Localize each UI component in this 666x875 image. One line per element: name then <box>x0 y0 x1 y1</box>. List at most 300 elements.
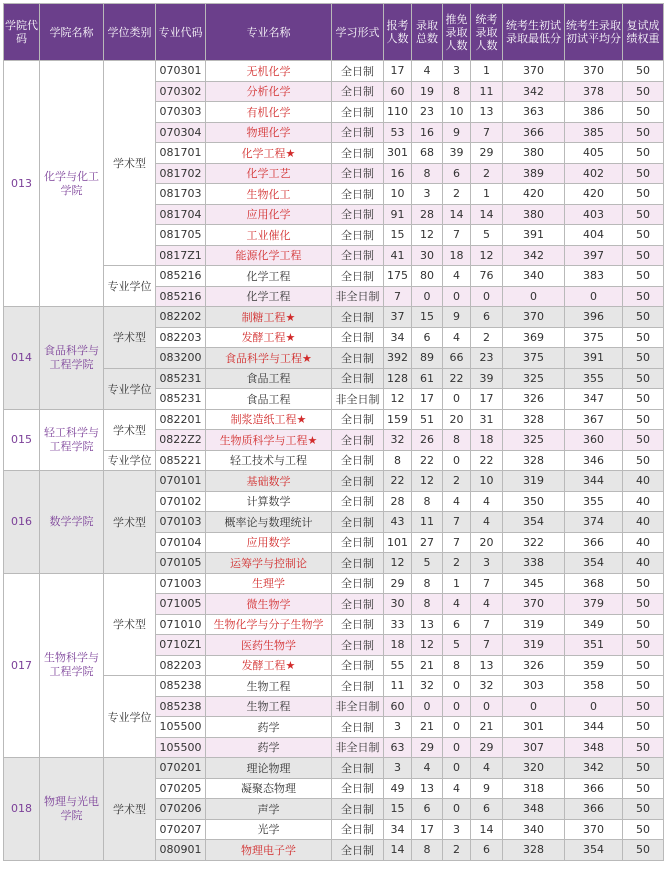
table-body <box>4 61 664 861</box>
avg-score: 368 <box>565 573 623 594</box>
study-form: 全日制 <box>332 163 384 184</box>
avg-score: 0 <box>565 286 623 307</box>
exam-admitted: 3 <box>471 553 503 574</box>
major-code: 070103 <box>156 512 206 533</box>
major-code: 070206 <box>156 799 206 820</box>
major-code: 070101 <box>156 471 206 492</box>
degree-type: 学术型 <box>104 471 156 574</box>
retest-weight: 50 <box>623 225 664 246</box>
min-score: 366 <box>503 122 565 143</box>
college-code: 016 <box>4 471 40 574</box>
exempt-admitted: 0 <box>443 286 471 307</box>
retest-weight: 50 <box>623 696 664 717</box>
exam-admitted: 21 <box>471 717 503 738</box>
applicants: 101 <box>384 532 412 553</box>
major-code: 070201 <box>156 758 206 779</box>
min-score: 319 <box>503 614 565 635</box>
header-admitted-total: 录取总数 <box>412 4 443 61</box>
admitted-total: 21 <box>412 717 443 738</box>
avg-score: 420 <box>565 184 623 205</box>
applicants: 91 <box>384 204 412 225</box>
admitted-total: 12 <box>412 635 443 656</box>
retest-weight: 50 <box>623 327 664 348</box>
applicants: 34 <box>384 819 412 840</box>
admitted-total: 68 <box>412 143 443 164</box>
study-form: 全日制 <box>332 553 384 574</box>
applicants: 49 <box>384 778 412 799</box>
study-form: 全日制 <box>332 143 384 164</box>
study-form: 全日制 <box>332 307 384 328</box>
avg-score: 403 <box>565 204 623 225</box>
min-score: 350 <box>503 491 565 512</box>
study-form: 全日制 <box>332 573 384 594</box>
avg-score: 404 <box>565 225 623 246</box>
study-form: 全日制 <box>332 471 384 492</box>
exam-admitted: 29 <box>471 143 503 164</box>
study-form: 全日制 <box>332 532 384 553</box>
admitted-total: 32 <box>412 676 443 697</box>
avg-score: 391 <box>565 348 623 369</box>
study-form: 非全日制 <box>332 389 384 410</box>
retest-weight: 50 <box>623 655 664 676</box>
avg-score: 379 <box>565 594 623 615</box>
study-form: 全日制 <box>332 512 384 533</box>
major-code: 085231 <box>156 389 206 410</box>
college-name: 数学学院 <box>40 471 104 574</box>
retest-weight: 50 <box>623 389 664 410</box>
exempt-admitted: 0 <box>443 450 471 471</box>
major-code: 085216 <box>156 266 206 287</box>
major-name: 药学 <box>206 737 332 758</box>
admitted-total: 8 <box>412 594 443 615</box>
avg-score: 397 <box>565 245 623 266</box>
exempt-admitted: 3 <box>443 61 471 82</box>
admitted-total: 4 <box>412 758 443 779</box>
admitted-total: 12 <box>412 225 443 246</box>
major-code: 085238 <box>156 696 206 717</box>
study-form: 全日制 <box>332 676 384 697</box>
major-code: 070105 <box>156 553 206 574</box>
retest-weight: 40 <box>623 553 664 574</box>
admitted-total: 8 <box>412 573 443 594</box>
exam-admitted: 14 <box>471 819 503 840</box>
min-score: 303 <box>503 676 565 697</box>
major-code: 0817Z1 <box>156 245 206 266</box>
header-major-code: 专业代码 <box>156 4 206 61</box>
degree-type: 学术型 <box>104 573 156 676</box>
admitted-total: 29 <box>412 737 443 758</box>
retest-weight: 50 <box>623 266 664 287</box>
exam-admitted: 1 <box>471 61 503 82</box>
major-code: 082201 <box>156 409 206 430</box>
exam-admitted: 6 <box>471 307 503 328</box>
min-score: 340 <box>503 266 565 287</box>
table-row <box>4 471 664 492</box>
study-form: 非全日制 <box>332 696 384 717</box>
header-exempt-admitted: 推免录取人数 <box>443 4 471 61</box>
applicants: 55 <box>384 655 412 676</box>
major-code: 085216 <box>156 286 206 307</box>
applicants: 175 <box>384 266 412 287</box>
study-form: 全日制 <box>332 245 384 266</box>
college-name: 轻工科学与工程学院 <box>40 409 104 471</box>
avg-score: 405 <box>565 143 623 164</box>
exam-admitted: 7 <box>471 122 503 143</box>
college-code: 013 <box>4 61 40 307</box>
exam-admitted: 7 <box>471 635 503 656</box>
exempt-admitted: 3 <box>443 819 471 840</box>
admitted-total: 23 <box>412 102 443 123</box>
retest-weight: 50 <box>623 122 664 143</box>
admitted-total: 30 <box>412 245 443 266</box>
degree-type: 专业学位 <box>104 676 156 758</box>
avg-score: 378 <box>565 81 623 102</box>
retest-weight: 50 <box>623 163 664 184</box>
exempt-admitted: 4 <box>443 327 471 348</box>
min-score: 369 <box>503 327 565 348</box>
major-name: 医药生物学 <box>206 635 332 656</box>
major-name: 食品工程 <box>206 368 332 389</box>
avg-score: 366 <box>565 778 623 799</box>
exam-admitted: 9 <box>471 778 503 799</box>
avg-score: 354 <box>565 840 623 861</box>
min-score: 319 <box>503 635 565 656</box>
header-study-form: 学习形式 <box>332 4 384 61</box>
admitted-total: 61 <box>412 368 443 389</box>
major-name: 生物工程 <box>206 676 332 697</box>
retest-weight: 50 <box>623 676 664 697</box>
major-code: 082202 <box>156 307 206 328</box>
retest-weight: 50 <box>623 450 664 471</box>
exempt-admitted: 9 <box>443 307 471 328</box>
major-code: 081701 <box>156 143 206 164</box>
min-score: 326 <box>503 655 565 676</box>
study-form: 全日制 <box>332 717 384 738</box>
college-code: 015 <box>4 409 40 471</box>
major-name: 食品科学与工程★ <box>206 348 332 369</box>
major-code: 085231 <box>156 368 206 389</box>
exempt-admitted: 0 <box>443 717 471 738</box>
header-applicants: 报考人数 <box>384 4 412 61</box>
exam-admitted: 2 <box>471 327 503 348</box>
avg-score: 383 <box>565 266 623 287</box>
major-name: 有机化学 <box>206 102 332 123</box>
avg-score: 402 <box>565 163 623 184</box>
exempt-admitted: 14 <box>443 204 471 225</box>
applicants: 301 <box>384 143 412 164</box>
retest-weight: 50 <box>623 573 664 594</box>
college-name: 化学与化工学院 <box>40 61 104 307</box>
min-score: 380 <box>503 143 565 164</box>
applicants: 3 <box>384 758 412 779</box>
admitted-total: 13 <box>412 614 443 635</box>
exam-admitted: 1 <box>471 184 503 205</box>
major-name: 物理化学 <box>206 122 332 143</box>
major-code: 082203 <box>156 327 206 348</box>
avg-score: 358 <box>565 676 623 697</box>
min-score: 307 <box>503 737 565 758</box>
exempt-admitted: 6 <box>443 614 471 635</box>
header-college-name: 学院名称 <box>40 4 104 61</box>
major-name: 化学工程 <box>206 266 332 287</box>
applicants: 12 <box>384 389 412 410</box>
header-min-score: 统考生初试录取最低分 <box>503 4 565 61</box>
avg-score: 366 <box>565 799 623 820</box>
avg-score: 355 <box>565 491 623 512</box>
avg-score: 349 <box>565 614 623 635</box>
exam-admitted: 13 <box>471 655 503 676</box>
major-name: 光学 <box>206 819 332 840</box>
admitted-total: 22 <box>412 450 443 471</box>
major-name: 物理电子学 <box>206 840 332 861</box>
retest-weight: 50 <box>623 635 664 656</box>
min-score: 0 <box>503 696 565 717</box>
min-score: 370 <box>503 594 565 615</box>
retest-weight: 50 <box>623 840 664 861</box>
retest-weight: 50 <box>623 348 664 369</box>
avg-score: 354 <box>565 553 623 574</box>
min-score: 340 <box>503 819 565 840</box>
major-code: 105500 <box>156 737 206 758</box>
study-form: 全日制 <box>332 204 384 225</box>
major-name: 生物化学与分子生物学 <box>206 614 332 635</box>
exempt-admitted: 7 <box>443 225 471 246</box>
study-form: 全日制 <box>332 327 384 348</box>
avg-score: 370 <box>565 819 623 840</box>
major-code: 071010 <box>156 614 206 635</box>
table-row <box>4 573 664 594</box>
table-row <box>4 61 664 82</box>
major-name: 声学 <box>206 799 332 820</box>
applicants: 43 <box>384 512 412 533</box>
min-score: 328 <box>503 409 565 430</box>
min-score: 319 <box>503 471 565 492</box>
min-score: 345 <box>503 573 565 594</box>
admitted-total: 15 <box>412 307 443 328</box>
retest-weight: 40 <box>623 471 664 492</box>
applicants: 18 <box>384 635 412 656</box>
min-score: 375 <box>503 348 565 369</box>
applicants: 15 <box>384 799 412 820</box>
study-form: 全日制 <box>332 778 384 799</box>
exam-admitted: 4 <box>471 512 503 533</box>
major-code: 083200 <box>156 348 206 369</box>
avg-score: 342 <box>565 758 623 779</box>
study-form: 全日制 <box>332 799 384 820</box>
exam-admitted: 6 <box>471 799 503 820</box>
study-form: 全日制 <box>332 184 384 205</box>
major-name: 发酵工程★ <box>206 655 332 676</box>
exam-admitted: 31 <box>471 409 503 430</box>
applicants: 128 <box>384 368 412 389</box>
exam-admitted: 0 <box>471 286 503 307</box>
applicants: 37 <box>384 307 412 328</box>
avg-score: 344 <box>565 471 623 492</box>
major-name: 化学工程★ <box>206 143 332 164</box>
study-form: 全日制 <box>332 635 384 656</box>
applicants: 22 <box>384 471 412 492</box>
college-name: 物理与光电学院 <box>40 758 104 861</box>
exam-admitted: 4 <box>471 758 503 779</box>
exempt-admitted: 7 <box>443 532 471 553</box>
min-score: 338 <box>503 553 565 574</box>
major-name: 应用数学 <box>206 532 332 553</box>
applicants: 12 <box>384 553 412 574</box>
applicants: 392 <box>384 348 412 369</box>
admitted-total: 6 <box>412 327 443 348</box>
avg-score: 385 <box>565 122 623 143</box>
admitted-total: 16 <box>412 122 443 143</box>
min-score: 370 <box>503 61 565 82</box>
applicants: 33 <box>384 614 412 635</box>
study-form: 全日制 <box>332 491 384 512</box>
major-name: 制糖工程★ <box>206 307 332 328</box>
major-name: 微生物学 <box>206 594 332 615</box>
exempt-admitted: 8 <box>443 430 471 451</box>
major-code: 070303 <box>156 102 206 123</box>
major-code: 070205 <box>156 778 206 799</box>
retest-weight: 50 <box>623 204 664 225</box>
retest-weight: 50 <box>623 594 664 615</box>
major-name: 轻工技术与工程 <box>206 450 332 471</box>
major-name: 制浆造纸工程★ <box>206 409 332 430</box>
major-code: 080901 <box>156 840 206 861</box>
college-code: 014 <box>4 307 40 410</box>
exam-admitted: 7 <box>471 614 503 635</box>
avg-score: 374 <box>565 512 623 533</box>
admitted-total: 19 <box>412 81 443 102</box>
major-name: 工业催化 <box>206 225 332 246</box>
study-form: 全日制 <box>332 819 384 840</box>
applicants: 30 <box>384 594 412 615</box>
study-form: 全日制 <box>332 840 384 861</box>
applicants: 16 <box>384 163 412 184</box>
applicants: 14 <box>384 840 412 861</box>
applicants: 60 <box>384 696 412 717</box>
applicants: 110 <box>384 102 412 123</box>
exempt-admitted: 0 <box>443 799 471 820</box>
exam-admitted: 32 <box>471 676 503 697</box>
retest-weight: 50 <box>623 409 664 430</box>
major-code: 071003 <box>156 573 206 594</box>
major-code: 081705 <box>156 225 206 246</box>
admitted-total: 17 <box>412 389 443 410</box>
applicants: 7 <box>384 286 412 307</box>
major-name: 化学工程 <box>206 286 332 307</box>
exempt-admitted: 4 <box>443 594 471 615</box>
retest-weight: 50 <box>623 81 664 102</box>
major-code: 070302 <box>156 81 206 102</box>
exempt-admitted: 0 <box>443 758 471 779</box>
exam-admitted: 22 <box>471 450 503 471</box>
exam-admitted: 14 <box>471 204 503 225</box>
applicants: 11 <box>384 676 412 697</box>
major-name: 凝聚态物理 <box>206 778 332 799</box>
min-score: 328 <box>503 840 565 861</box>
admitted-total: 8 <box>412 840 443 861</box>
exempt-admitted: 0 <box>443 696 471 717</box>
college-code: 017 <box>4 573 40 758</box>
major-code: 070104 <box>156 532 206 553</box>
applicants: 53 <box>384 122 412 143</box>
exempt-admitted: 9 <box>443 122 471 143</box>
applicants: 60 <box>384 81 412 102</box>
table-row <box>4 409 664 430</box>
major-code: 081702 <box>156 163 206 184</box>
admitted-total: 8 <box>412 491 443 512</box>
exempt-admitted: 8 <box>443 655 471 676</box>
exempt-admitted: 22 <box>443 368 471 389</box>
min-score: 318 <box>503 778 565 799</box>
exam-admitted: 4 <box>471 594 503 615</box>
retest-weight: 50 <box>623 184 664 205</box>
admitted-total: 12 <box>412 471 443 492</box>
major-code: 0710Z1 <box>156 635 206 656</box>
retest-weight: 50 <box>623 307 664 328</box>
retest-weight: 40 <box>623 532 664 553</box>
applicants: 28 <box>384 491 412 512</box>
min-score: 348 <box>503 799 565 820</box>
retest-weight: 40 <box>623 491 664 512</box>
applicants: 29 <box>384 573 412 594</box>
exam-admitted: 18 <box>471 430 503 451</box>
header-avg-score: 统考生录取初试平均分 <box>565 4 623 61</box>
major-name: 基础数学 <box>206 471 332 492</box>
header-retest-weight: 复试成绩权重 <box>623 4 664 61</box>
major-name: 运筹学与控制论 <box>206 553 332 574</box>
min-score: 325 <box>503 430 565 451</box>
college-code: 018 <box>4 758 40 861</box>
exempt-admitted: 2 <box>443 553 471 574</box>
exempt-admitted: 2 <box>443 840 471 861</box>
exam-admitted: 29 <box>471 737 503 758</box>
min-score: 370 <box>503 307 565 328</box>
admission-table <box>3 3 664 861</box>
exam-admitted: 17 <box>471 389 503 410</box>
exempt-admitted: 2 <box>443 184 471 205</box>
min-score: 328 <box>503 450 565 471</box>
min-score: 391 <box>503 225 565 246</box>
exempt-admitted: 0 <box>443 676 471 697</box>
avg-score: 355 <box>565 368 623 389</box>
retest-weight: 50 <box>623 799 664 820</box>
retest-weight: 50 <box>623 368 664 389</box>
retest-weight: 50 <box>623 737 664 758</box>
retest-weight: 50 <box>623 717 664 738</box>
avg-score: 348 <box>565 737 623 758</box>
avg-score: 351 <box>565 635 623 656</box>
degree-type: 专业学位 <box>104 266 156 307</box>
major-code: 082203 <box>156 655 206 676</box>
exam-admitted: 12 <box>471 245 503 266</box>
major-code: 071005 <box>156 594 206 615</box>
applicants: 63 <box>384 737 412 758</box>
exam-admitted: 7 <box>471 573 503 594</box>
min-score: 354 <box>503 512 565 533</box>
major-name: 概率论与数理统计 <box>206 512 332 533</box>
applicants: 34 <box>384 327 412 348</box>
table-row <box>4 758 664 779</box>
avg-score: 344 <box>565 717 623 738</box>
exempt-admitted: 4 <box>443 778 471 799</box>
exempt-admitted: 20 <box>443 409 471 430</box>
retest-weight: 50 <box>623 102 664 123</box>
major-name: 食品工程 <box>206 389 332 410</box>
avg-score: 396 <box>565 307 623 328</box>
major-name: 药学 <box>206 717 332 738</box>
retest-weight: 50 <box>623 778 664 799</box>
applicants: 15 <box>384 225 412 246</box>
